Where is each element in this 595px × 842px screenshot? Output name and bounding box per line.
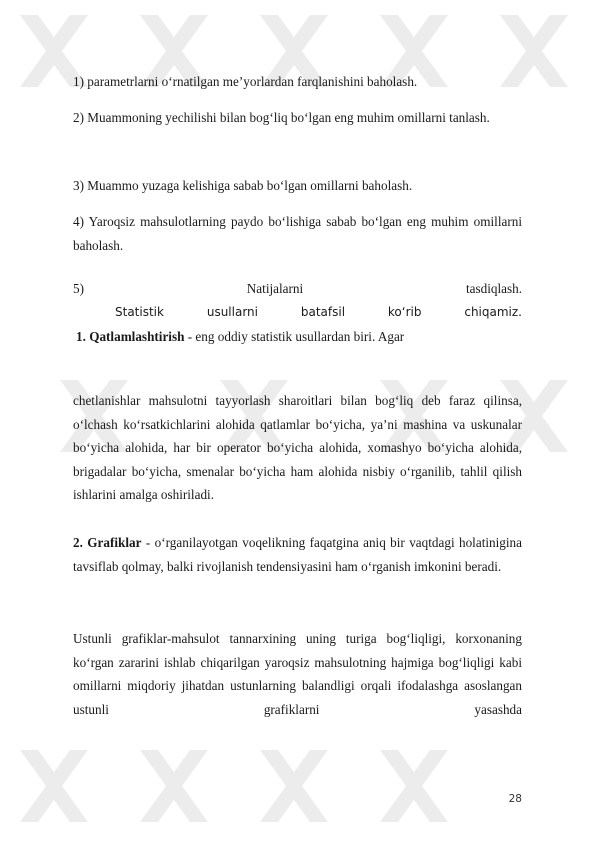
graphs-paragraph (73, 531, 522, 578)
stratification-intro: - eng oddiy statistik usullardan biri. Agar (184, 329, 405, 344)
list-item-3: 3) Muammo yuzaga kelishiga sabab bo‘lgan omillarni baholash. (73, 178, 413, 193)
page-number: 28 (508, 793, 522, 805)
list-item-2: 2) Muammoning yechilishi bilan bog‘liq bo‘lgan eng muhim omillarni tanlash. (73, 110, 490, 125)
bar-charts-paragraph: Ustunli grafiklar-mahsulot tannarxining uning turiga bog‘liqligi, korxonaning ko‘rgan zararini ishlab chiqarilgan yaroqsiz mahsulotning hajmiga bog‘liqligi kabi omillarni miqdoriy jihatdan ustunlarning balandligi orqali ifodalashga asoslangan ustunli grafiklarni yasashda (73, 631, 522, 717)
list-item-4: 4) Yaroqsiz mahsulotlarning paydo bo‘lishiga sabab bo‘lgan eng muhim omillarni baholash. (73, 214, 522, 253)
intro-statistics-line: Statistik usullarni batafsil ko‘rib chiqamiz. (115, 305, 522, 319)
stratification-paragraph: chetlanishlar mahsulotni tayyorlash sharoitlari bilan bog‘liq deb faraz qilinsa, o‘lchash ko‘rsatkichlarini alohida qatlamlar bo‘yicha, ya’ni mashina va uskunalar bo‘yicha alohida, har bir operator bo‘yicha alohida, xomashyo bo‘yicha alohida, brigadalar bo‘yicha, smenalar bo‘yicha ham alohida nisbiy o‘rganilib, tahlil qilish ishlarini amalga oshiriladi. (73, 393, 522, 502)
stratification-title: 1. Qatlamlashtirish (76, 329, 185, 344)
section-stratification-heading (76, 325, 525, 349)
graphs-text: - o‘rganilayotgan voqelikning faqatgina aniq bir vaqtdagi holatinigina tavsiflab qolmay, balki rivojlanish tendensiyasini ham o‘rganish imkonini beradi. (73, 535, 522, 574)
list-item-5: 5) Natijalarni tasdiqlash. (73, 281, 522, 296)
list-item-1: 1) parametrlarni o‘rnatilgan me’yorlardan farqlanishini baholash. (73, 74, 418, 89)
graphs-title: 2. Grafiklar (73, 535, 142, 550)
